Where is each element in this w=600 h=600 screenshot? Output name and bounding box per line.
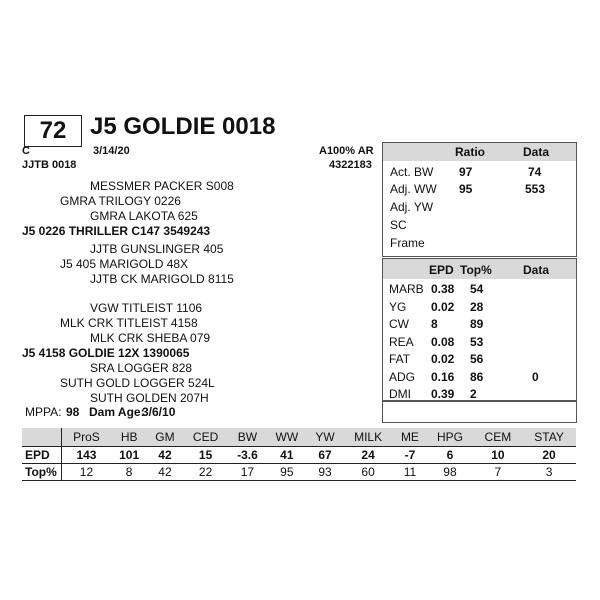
carcass-row-label: YG [389,299,407,314]
top-percent-value: 93 [307,464,342,481]
carcass-row-epd: 0.08 [431,334,455,349]
carcass-row-epd: 0.16 [431,369,455,384]
mppa-label: MPPA: [25,405,62,419]
carcass-row-top: 2 [470,387,477,401]
lot-number: 72 [24,115,82,147]
ratio-row-ratio: 95 [459,182,473,196]
carcass-row-top: 89 [470,317,484,331]
pedigree-sss: MESSMER PACKER S008 [90,179,234,193]
epd-column-header: YW [307,428,342,447]
top-percent-value: 8 [111,464,147,481]
dam-age-label: Dam Age: [89,405,145,419]
ratio-row-label: Act. BW [390,165,434,179]
top-percent-value: 95 [266,464,307,481]
ratio-row-data: 74 [528,165,542,179]
carcass-row-top: 86 [470,369,484,384]
epd-column-header: ME [394,428,427,447]
epd-value: -7 [394,447,427,464]
carcass-row-data: 0 [532,369,539,384]
pedigree-dam: J5 4158 GOLDIE 12X 1390065 [22,346,190,360]
pedigree-dds: SRA LOGGER 828 [90,361,193,375]
birth-date: 3/14/20 [93,145,130,157]
top-percent-value: 42 [147,464,182,481]
carcass-row-label: FAT [389,352,411,366]
epd-column-header: GM [147,428,182,447]
epd-value: 24 [343,447,394,464]
epd-column-header: CED [183,428,229,447]
epd-column-header: MILK [343,428,394,447]
carcass-row-label: ADG [389,369,416,384]
animal-name: J5 GOLDIE 0018 [90,113,276,140]
pedigree-ds: MLK CRK TITLEIST 4158 [60,316,198,330]
pedigree-dd: SUTH GOLD LOGGER 524L [60,376,215,390]
ratio-row-label: Adj. WW [390,182,437,196]
top-percent-value: 17 [229,464,267,481]
carcass-data-header: Data [523,263,550,277]
carcass-row-label: MARB [389,282,424,296]
epd-column-header: STAY [522,428,576,447]
carcass-row-epd: 8 [431,317,438,331]
carcass-row-label: DMI [389,387,411,401]
top-percent-value: 22 [183,464,229,481]
epd-column-header: CEM [474,428,523,447]
epd-table [22,428,576,481]
epd-value: 41 [266,447,307,464]
top-percent-value: 12 [62,464,111,481]
carcass-row-epd: 0.02 [431,299,455,314]
top-percent-value: 11 [394,464,427,481]
top-percent-value: 60 [343,464,394,481]
epd-value: 20 [522,447,576,464]
ratio-row-ratio: 97 [459,165,473,179]
ratio-row-label: Frame [390,236,425,250]
pedigree-dsd: MLK CRK SHEBA 079 [90,331,211,345]
epd-row-label: EPD [22,447,62,464]
epd-value: 143 [62,447,111,464]
pedigree-ssd: GMRA LAKOTA 625 [90,209,198,223]
epd-value: 42 [147,447,182,464]
pedigree-dss: VGW TITLEIST 1106 [90,301,203,315]
epd-value: -3.6 [229,447,267,464]
top-percent-value: 7 [474,464,523,481]
epd-column-header: WW [266,428,307,447]
tattoo: JJTB 0018 [22,159,77,171]
blank-panel [382,401,577,423]
data-header: Data [523,145,550,159]
top-percent-value: 3 [522,464,576,481]
registration-number: 4322183 [329,159,372,171]
breed-percentage: A100% AR [319,145,374,157]
top-row-label: Top% [22,464,62,481]
pedigree-sd: J5 405 MARIGOLD 48X [60,257,189,271]
dam-age-value: 3/6/10 [142,405,176,419]
carcass-row-top: 54 [470,282,484,296]
epd-value: 15 [183,447,229,464]
carcass-epd-header: EPD [429,263,454,277]
carcass-row-label: CW [389,317,409,331]
epd-value: 6 [426,447,473,464]
carcass-row-epd: 0.39 [431,387,455,401]
ratio-panel [382,142,577,257]
pedigree-sire: J5 0226 THRILLER C147 3549243 [22,224,211,238]
epd-value: 10 [474,447,523,464]
carcass-row-label: REA [389,334,414,349]
pedigree-sdd: JJTB CK MARIGOLD 8115 [90,272,234,286]
epd-column-header: ProS [62,428,111,447]
pedigree-ddd: SUTH GOLDEN 207H [90,391,209,405]
top-percent-value: 98 [426,464,473,481]
epd-value: 67 [307,447,342,464]
carcass-row-top: 56 [470,352,484,366]
ratio-header: Ratio [455,145,485,159]
carcass-row-top: 28 [470,299,484,314]
carcass-row-epd: 0.38 [431,282,455,296]
ratio-row-data: 553 [525,182,546,196]
pedigree-sds: JJTB GUNSLINGER 405 [90,242,224,256]
epd-column-header: BW [229,428,267,447]
epd-column-header: HPG [426,428,473,447]
epd-column-header: HB [111,428,147,447]
ratio-row-label: Adj. YW [390,200,434,214]
pedigree-ss: GMRA TRILOGY 0226 [60,194,181,208]
sex: C [22,145,30,157]
carcass-row-epd: 0.02 [431,352,455,366]
mppa-value: 98 [66,405,80,419]
carcass-top-header: Top% [460,263,492,277]
carcass-row-top: 53 [470,334,484,349]
epd-value: 101 [111,447,147,464]
ratio-row-label: SC [390,218,407,232]
